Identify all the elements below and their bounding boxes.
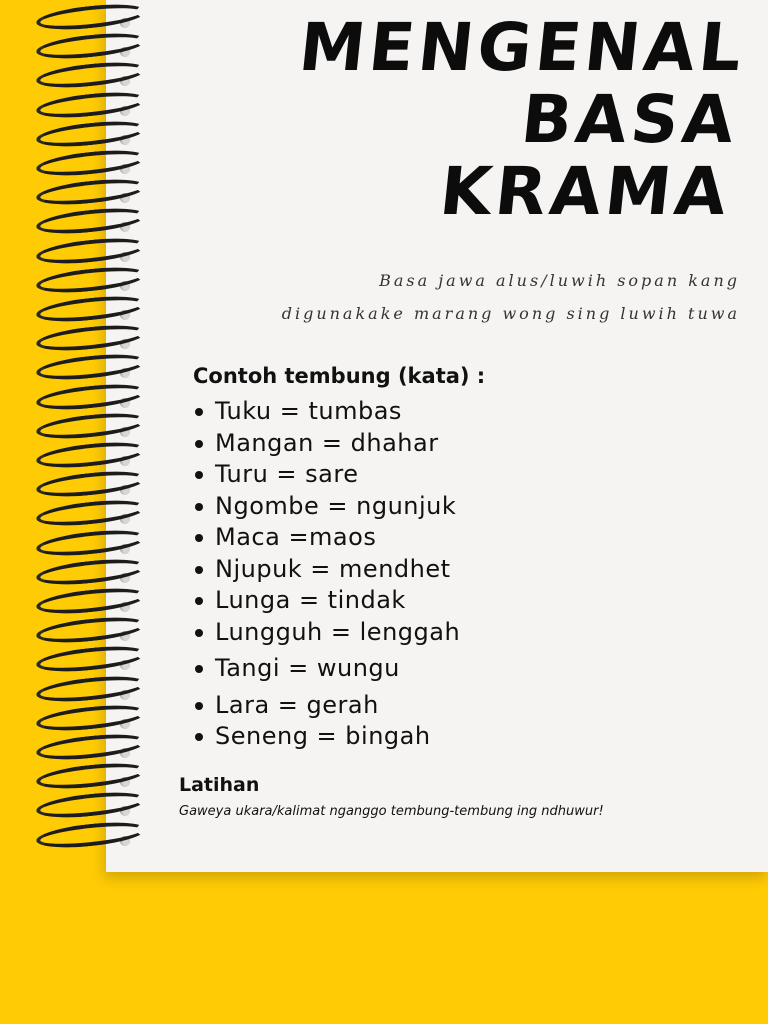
list-item-text: Lara = gerah <box>215 690 379 719</box>
title-line-3: KRAMA <box>436 153 735 230</box>
spiral-coil <box>35 409 147 442</box>
bullet-icon <box>195 665 203 673</box>
list-item <box>193 491 460 523</box>
word-list <box>193 396 460 753</box>
list-item <box>193 522 460 554</box>
exercise-instruction: Gaweya ukara/kalimat nganggo tembung-tembung ing ndhuwur! <box>179 804 604 819</box>
spiral-coil <box>35 88 147 121</box>
bullet-icon <box>195 471 203 479</box>
spiral-coil <box>35 321 147 354</box>
bullet-icon <box>195 440 203 448</box>
bullet-icon <box>195 534 203 542</box>
spiral-coil <box>35 555 147 588</box>
spiral-coil <box>35 234 147 267</box>
title-line-2: BASA <box>518 81 743 158</box>
list-item-text: Lunga = tindak <box>215 586 406 614</box>
bullet-icon <box>195 408 203 416</box>
list-item-text: Tuku = tumbas <box>215 397 402 425</box>
list-item <box>193 428 460 460</box>
bullet-icon <box>195 629 203 637</box>
spiral-coil <box>35 613 147 646</box>
list-item-text: Maca =maos <box>215 523 377 551</box>
list-item <box>193 585 460 617</box>
spiral-coil <box>35 467 147 500</box>
list-item <box>193 721 460 753</box>
spiral-binding <box>36 0 156 880</box>
bullet-icon <box>195 733 203 741</box>
spiral-coil <box>35 205 147 238</box>
list-item-text: Turu = sare <box>215 460 359 488</box>
spiral-coil <box>35 29 147 62</box>
examples-heading: Contoh tembung (kata) : <box>193 364 486 388</box>
page-title <box>281 9 750 230</box>
list-item <box>193 459 460 491</box>
list-item-text: Mangan = dhahar <box>215 428 439 457</box>
list-item <box>193 554 460 586</box>
spiral-coil <box>35 672 147 705</box>
spiral-coil <box>35 584 147 617</box>
spiral-coil <box>35 789 147 822</box>
spiral-coil <box>35 117 147 150</box>
spiral-coil <box>35 380 147 413</box>
list-item-text: Lungguh = lenggah <box>215 617 461 646</box>
list-item <box>193 617 460 649</box>
spiral-coil <box>35 175 147 208</box>
bullet-icon <box>195 503 203 511</box>
exercise-heading: Latihan <box>179 774 260 796</box>
list-item-text: Njupuk = mendhet <box>215 554 451 583</box>
list-item <box>193 653 460 685</box>
subtitle <box>260 264 740 330</box>
list-item <box>193 396 460 428</box>
title-line-1: MENGENAL <box>295 9 750 86</box>
spiral-coil <box>35 497 147 530</box>
spiral-coil <box>35 292 147 325</box>
spiral-coil <box>35 438 147 471</box>
list-item-text: Ngombe = ngunjuk <box>215 491 457 520</box>
spiral-coil <box>35 0 147 33</box>
subtitle-line-1: Basa jawa alus/luwih sopan kang <box>379 271 740 290</box>
spiral-coil <box>35 146 147 179</box>
list-item-text: Seneng = bingah <box>215 722 431 750</box>
spiral-coil <box>35 818 147 851</box>
spiral-coil <box>35 759 147 792</box>
bullet-icon <box>195 597 203 605</box>
spiral-coil <box>35 59 147 92</box>
spiral-coil <box>35 643 147 676</box>
spiral-coil <box>35 526 147 559</box>
bullet-icon <box>195 702 203 710</box>
spiral-coil <box>35 263 147 296</box>
spiral-coil <box>35 730 147 763</box>
spiral-coil <box>35 701 147 734</box>
list-item <box>193 690 460 722</box>
spiral-coil <box>35 351 147 384</box>
bullet-icon <box>195 566 203 574</box>
list-item-text: Tangi = wungu <box>215 654 400 682</box>
subtitle-line-2: digunakake marang wong sing luwih tuwa <box>281 304 740 323</box>
